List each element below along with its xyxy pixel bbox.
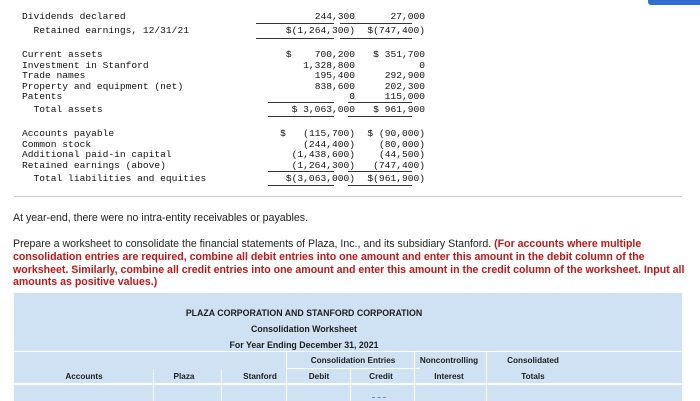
fin-label: Retained earnings (above) — [22, 159, 166, 171]
col-credit: Credit — [369, 372, 393, 381]
section-divider — [14, 196, 682, 197]
fin-plaza: 0 — [349, 91, 355, 103]
fin-plaza: 838,600 — [314, 80, 355, 92]
fin-label: Additional paid-in capital — [22, 149, 172, 161]
fin-label: Investment in Stanford — [22, 59, 149, 71]
col-debit: Debit — [308, 372, 330, 381]
fin-label: Property and equipment (net) — [22, 80, 184, 92]
col-consolidated: Consolidated — [507, 356, 559, 365]
col-noncontrolling: Noncontrolling — [419, 356, 479, 365]
fin-stanford: 0 — [419, 59, 425, 71]
col-stanford: Stanford — [243, 372, 277, 381]
fin-label: Dividends declared — [22, 11, 126, 22]
fin-plaza: $ (115,700) — [280, 128, 355, 139]
fin-plaza: (1,264,300) — [291, 159, 355, 171]
fin-label: Current assets — [22, 49, 103, 60]
fin-stanford: (44,500) — [378, 149, 425, 161]
fin-plaza: $ 3,063,000 — [291, 104, 355, 115]
fin-row — [22, 26, 622, 37]
instructions-note: (For accounts where multiple consolidation entries are required, combine all debit entries into one amount and enter this amount in the debit column of the worksheet. Similarly, combine all credit entries into one amount and enter this amount in the credit column of the worksheet. Input all amounts as positive values.) — [13, 238, 685, 289]
fin-plaza: $(3,063,000) — [285, 173, 355, 184]
fin-stanford: 292,900 — [384, 70, 425, 82]
fin-stanford: (747,400) — [373, 159, 425, 171]
col-consolidation-entries: Consolidation Entries — [310, 356, 396, 365]
fin-row — [22, 174, 622, 185]
instructions-text: Prepare a worksheet to consolidate the financial statements of Plaza, Inc., and its subsidiary Stanford. — [13, 238, 495, 250]
fin-plaza: 1,328,800 — [303, 59, 355, 71]
fin-stanford: $ 351,700 — [373, 49, 425, 60]
consolidation-worksheet — [14, 293, 682, 401]
fin-stanford: 202,300 — [384, 80, 425, 92]
fin-plaza: 244,300 — [314, 11, 355, 22]
fin-label: Common stock — [22, 138, 92, 150]
fin-stanford: 27,000 — [390, 11, 425, 22]
fin-plaza: (244,400) — [303, 138, 355, 150]
worksheet-period: For Year Ending December 31, 2021 — [229, 340, 379, 350]
intercompany-note: At year-end, there were no intra-entity receivables or payables. — [13, 212, 309, 224]
fin-row — [22, 12, 622, 23]
fin-stanford: $ (90,000) — [367, 128, 425, 139]
fin-plaza: (1,438,600) — [291, 149, 355, 161]
col-totals: Totals — [521, 372, 545, 381]
fin-label: Retained earnings, 12/31/21 — [22, 25, 189, 36]
fin-plaza: $ 700,200 — [285, 49, 355, 60]
fin-label: Patents — [22, 91, 63, 103]
fin-label: Total liabilities and equities — [22, 173, 207, 184]
col-plaza: Plaza — [173, 372, 195, 381]
fin-label: Total assets — [22, 104, 103, 115]
worksheet-subtitle: Consolidation Worksheet — [251, 324, 357, 334]
financial-statements — [0, 0, 700, 200]
fin-stanford: 115,000 — [384, 91, 425, 103]
fin-stanford: $(747,400) — [367, 25, 425, 36]
fin-row — [22, 105, 622, 116]
fin-plaza: $(1,264,300) — [285, 25, 355, 36]
input-cursor-hint — [372, 397, 386, 400]
col-interest: Interest — [434, 372, 464, 381]
fin-label: Trade names — [22, 70, 86, 82]
fin-row — [22, 82, 622, 93]
fin-label: Accounts payable — [22, 128, 115, 139]
worksheet-title: PLAZA CORPORATION AND STANFORD CORPORATION — [185, 308, 423, 318]
fin-stanford: (80,000) — [378, 138, 425, 150]
col-accounts: Accounts — [65, 372, 103, 381]
fin-stanford: $(961,900) — [367, 173, 425, 184]
fin-stanford: $ 961,900 — [373, 104, 425, 115]
fin-plaza: 195,400 — [314, 70, 355, 82]
instructions — [13, 238, 685, 289]
